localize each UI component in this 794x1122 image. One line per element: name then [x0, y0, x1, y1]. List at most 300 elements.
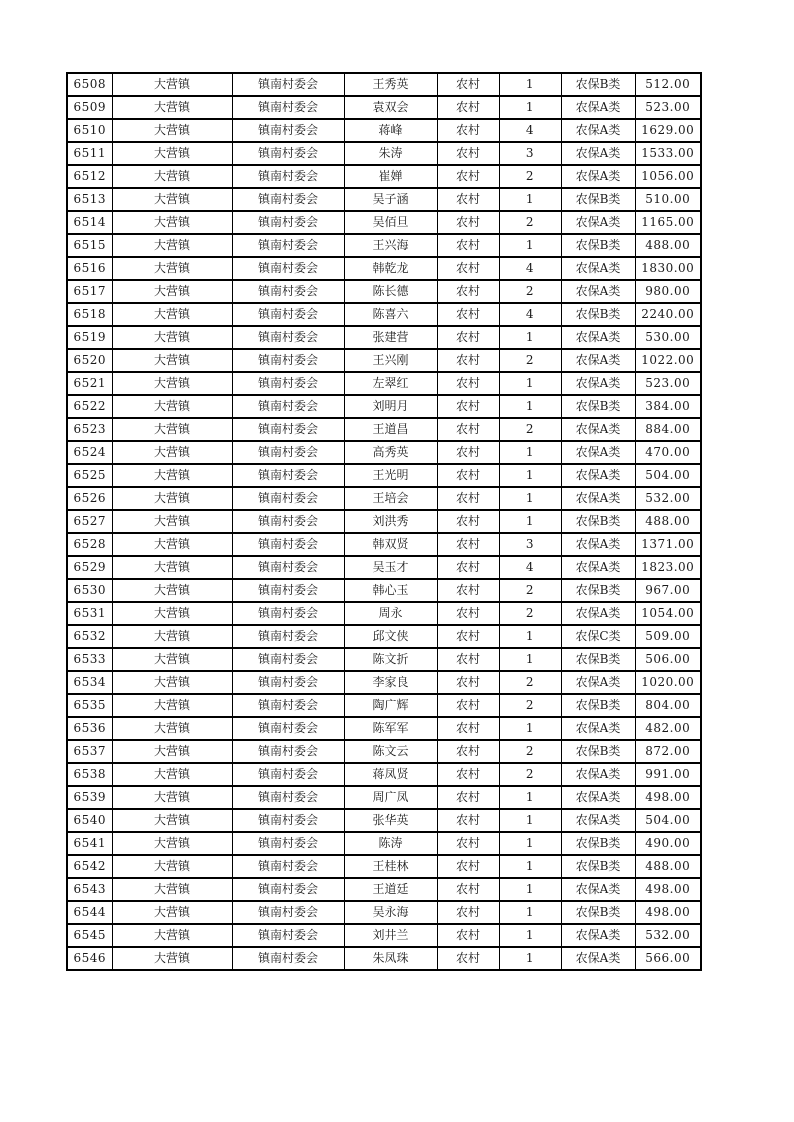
- cell-amount: 804.00: [635, 694, 701, 717]
- cell-count: 1: [499, 947, 561, 970]
- cell-town: 大营镇: [112, 763, 232, 786]
- cell-town: 大营镇: [112, 924, 232, 947]
- cell-town: 大营镇: [112, 349, 232, 372]
- cell-count: 1: [499, 234, 561, 257]
- cell-village: 镇南村委会: [232, 740, 344, 763]
- cell-amount: 980.00: [635, 280, 701, 303]
- cell-category: 农保A类: [561, 556, 635, 579]
- table-row: [67, 119, 701, 142]
- cell-village: 镇南村委会: [232, 947, 344, 970]
- cell-amount: 872.00: [635, 740, 701, 763]
- cell-name: 刘明月: [344, 395, 437, 418]
- table-row: [67, 464, 701, 487]
- cell-town: 大营镇: [112, 142, 232, 165]
- cell-town: 大营镇: [112, 372, 232, 395]
- table-row: [67, 372, 701, 395]
- cell-category: 农保B类: [561, 73, 635, 96]
- cell-category: 农保B类: [561, 510, 635, 533]
- cell-id: 6527: [67, 510, 112, 533]
- cell-name: 陈文折: [344, 648, 437, 671]
- cell-category: 农保A类: [561, 142, 635, 165]
- cell-count: 1: [499, 510, 561, 533]
- cell-id: 6546: [67, 947, 112, 970]
- cell-name: 陈喜六: [344, 303, 437, 326]
- cell-id: 6538: [67, 763, 112, 786]
- cell-count: 4: [499, 119, 561, 142]
- cell-id: 6515: [67, 234, 112, 257]
- cell-amount: 1823.00: [635, 556, 701, 579]
- cell-count: 2: [499, 671, 561, 694]
- cell-residence: 农村: [437, 602, 499, 625]
- cell-amount: 530.00: [635, 326, 701, 349]
- cell-id: 6544: [67, 901, 112, 924]
- cell-amount: 884.00: [635, 418, 701, 441]
- cell-category: 农保B类: [561, 303, 635, 326]
- cell-count: 2: [499, 579, 561, 602]
- cell-residence: 农村: [437, 165, 499, 188]
- cell-village: 镇南村委会: [232, 901, 344, 924]
- cell-residence: 农村: [437, 740, 499, 763]
- cell-category: 农保B类: [561, 234, 635, 257]
- cell-town: 大营镇: [112, 257, 232, 280]
- cell-count: 2: [499, 763, 561, 786]
- cell-name: 韩心玉: [344, 579, 437, 602]
- cell-category: 农保A类: [561, 809, 635, 832]
- cell-category: 农保A类: [561, 786, 635, 809]
- cell-amount: 532.00: [635, 924, 701, 947]
- cell-village: 镇南村委会: [232, 717, 344, 740]
- cell-id: 6508: [67, 73, 112, 96]
- table-row: [67, 188, 701, 211]
- cell-count: 1: [499, 786, 561, 809]
- cell-town: 大营镇: [112, 901, 232, 924]
- table-row: [67, 73, 701, 96]
- table-row: [67, 395, 701, 418]
- cell-town: 大营镇: [112, 395, 232, 418]
- cell-category: 农保A类: [561, 372, 635, 395]
- cell-village: 镇南村委会: [232, 671, 344, 694]
- cell-count: 3: [499, 142, 561, 165]
- cell-village: 镇南村委会: [232, 602, 344, 625]
- cell-town: 大营镇: [112, 441, 232, 464]
- cell-village: 镇南村委会: [232, 280, 344, 303]
- cell-amount: 523.00: [635, 372, 701, 395]
- cell-residence: 农村: [437, 349, 499, 372]
- cell-category: 农保A类: [561, 717, 635, 740]
- cell-count: 1: [499, 441, 561, 464]
- cell-count: 2: [499, 211, 561, 234]
- table-row: [67, 142, 701, 165]
- cell-id: 6512: [67, 165, 112, 188]
- cell-count: 1: [499, 855, 561, 878]
- cell-town: 大营镇: [112, 211, 232, 234]
- table-row: [67, 763, 701, 786]
- cell-residence: 农村: [437, 901, 499, 924]
- cell-id: 6519: [67, 326, 112, 349]
- cell-amount: 566.00: [635, 947, 701, 970]
- cell-category: 农保A类: [561, 165, 635, 188]
- cell-village: 镇南村委会: [232, 441, 344, 464]
- cell-residence: 农村: [437, 510, 499, 533]
- cell-amount: 510.00: [635, 188, 701, 211]
- cell-name: 陈长德: [344, 280, 437, 303]
- cell-village: 镇南村委会: [232, 234, 344, 257]
- cell-category: 农保A类: [561, 280, 635, 303]
- table-row: [67, 947, 701, 970]
- cell-id: 6537: [67, 740, 112, 763]
- cell-residence: 农村: [437, 464, 499, 487]
- cell-village: 镇南村委会: [232, 326, 344, 349]
- cell-id: 6514: [67, 211, 112, 234]
- cell-town: 大营镇: [112, 188, 232, 211]
- cell-village: 镇南村委会: [232, 625, 344, 648]
- cell-amount: 498.00: [635, 878, 701, 901]
- cell-id: 6518: [67, 303, 112, 326]
- cell-name: 蒋凤贤: [344, 763, 437, 786]
- cell-id: 6540: [67, 809, 112, 832]
- cell-village: 镇南村委会: [232, 73, 344, 96]
- table-row: [67, 303, 701, 326]
- cell-residence: 农村: [437, 188, 499, 211]
- cell-id: 6533: [67, 648, 112, 671]
- cell-residence: 农村: [437, 924, 499, 947]
- cell-count: 1: [499, 924, 561, 947]
- table-row: [67, 556, 701, 579]
- cell-village: 镇南村委会: [232, 487, 344, 510]
- cell-category: 农保A类: [561, 763, 635, 786]
- cell-category: 农保B类: [561, 855, 635, 878]
- cell-residence: 农村: [437, 395, 499, 418]
- cell-residence: 农村: [437, 372, 499, 395]
- cell-count: 2: [499, 349, 561, 372]
- cell-category: 农保A类: [561, 487, 635, 510]
- table-row: [67, 671, 701, 694]
- cell-residence: 农村: [437, 717, 499, 740]
- cell-id: 6529: [67, 556, 112, 579]
- cell-village: 镇南村委会: [232, 648, 344, 671]
- table-row: [67, 418, 701, 441]
- cell-village: 镇南村委会: [232, 579, 344, 602]
- table-row: [67, 809, 701, 832]
- cell-id: 6510: [67, 119, 112, 142]
- cell-category: 农保C类: [561, 625, 635, 648]
- cell-residence: 农村: [437, 579, 499, 602]
- cell-amount: 1022.00: [635, 349, 701, 372]
- cell-residence: 农村: [437, 533, 499, 556]
- cell-name: 韩乾龙: [344, 257, 437, 280]
- cell-category: 农保A类: [561, 878, 635, 901]
- cell-name: 高秀英: [344, 441, 437, 464]
- cell-village: 镇南村委会: [232, 809, 344, 832]
- table-row: [67, 487, 701, 510]
- table-row: [67, 878, 701, 901]
- cell-town: 大营镇: [112, 625, 232, 648]
- table-row: [67, 96, 701, 119]
- cell-town: 大营镇: [112, 832, 232, 855]
- cell-town: 大营镇: [112, 119, 232, 142]
- table-row: [67, 694, 701, 717]
- cell-id: 6528: [67, 533, 112, 556]
- cell-residence: 农村: [437, 96, 499, 119]
- cell-id: 6542: [67, 855, 112, 878]
- cell-amount: 1165.00: [635, 211, 701, 234]
- cell-count: 2: [499, 602, 561, 625]
- cell-town: 大营镇: [112, 326, 232, 349]
- cell-name: 张华英: [344, 809, 437, 832]
- table-row: [67, 326, 701, 349]
- cell-id: 6516: [67, 257, 112, 280]
- cell-village: 镇南村委会: [232, 303, 344, 326]
- table-row: [67, 786, 701, 809]
- cell-id: 6532: [67, 625, 112, 648]
- cell-category: 农保A类: [561, 119, 635, 142]
- cell-amount: 532.00: [635, 487, 701, 510]
- table-row: [67, 211, 701, 234]
- cell-id: 6543: [67, 878, 112, 901]
- cell-count: 1: [499, 395, 561, 418]
- cell-amount: 482.00: [635, 717, 701, 740]
- cell-category: 农保A类: [561, 441, 635, 464]
- cell-count: 1: [499, 96, 561, 119]
- cell-count: 1: [499, 326, 561, 349]
- cell-count: 2: [499, 694, 561, 717]
- cell-amount: 991.00: [635, 763, 701, 786]
- table-row: [67, 510, 701, 533]
- table-row: [67, 602, 701, 625]
- cell-category: 农保B类: [561, 579, 635, 602]
- cell-residence: 农村: [437, 809, 499, 832]
- cell-village: 镇南村委会: [232, 786, 344, 809]
- cell-count: 1: [499, 464, 561, 487]
- cell-residence: 农村: [437, 441, 499, 464]
- cell-category: 农保B类: [561, 395, 635, 418]
- cell-residence: 农村: [437, 694, 499, 717]
- cell-category: 农保A类: [561, 257, 635, 280]
- cell-amount: 2240.00: [635, 303, 701, 326]
- table-row: [67, 832, 701, 855]
- cell-village: 镇南村委会: [232, 96, 344, 119]
- cell-id: 6521: [67, 372, 112, 395]
- cell-residence: 农村: [437, 418, 499, 441]
- cell-category: 农保B类: [561, 740, 635, 763]
- cell-town: 大营镇: [112, 280, 232, 303]
- table-row: [67, 648, 701, 671]
- cell-town: 大营镇: [112, 533, 232, 556]
- cell-town: 大营镇: [112, 602, 232, 625]
- cell-residence: 农村: [437, 947, 499, 970]
- cell-category: 农保A类: [561, 602, 635, 625]
- cell-residence: 农村: [437, 625, 499, 648]
- cell-name: 陶广辉: [344, 694, 437, 717]
- cell-id: 6534: [67, 671, 112, 694]
- cell-count: 2: [499, 418, 561, 441]
- cell-town: 大营镇: [112, 855, 232, 878]
- cell-village: 镇南村委会: [232, 694, 344, 717]
- table-row: [67, 901, 701, 924]
- cell-amount: 523.00: [635, 96, 701, 119]
- cell-id: 6535: [67, 694, 112, 717]
- table-body: [67, 73, 701, 970]
- cell-residence: 农村: [437, 556, 499, 579]
- cell-town: 大营镇: [112, 671, 232, 694]
- cell-count: 1: [499, 188, 561, 211]
- cell-amount: 967.00: [635, 579, 701, 602]
- cell-name: 王道廷: [344, 878, 437, 901]
- cell-town: 大营镇: [112, 947, 232, 970]
- cell-name: 朱涛: [344, 142, 437, 165]
- cell-town: 大营镇: [112, 786, 232, 809]
- cell-id: 6524: [67, 441, 112, 464]
- cell-town: 大营镇: [112, 717, 232, 740]
- cell-town: 大营镇: [112, 73, 232, 96]
- cell-residence: 农村: [437, 326, 499, 349]
- cell-name: 蒋峰: [344, 119, 437, 142]
- cell-name: 朱凤珠: [344, 947, 437, 970]
- cell-residence: 农村: [437, 119, 499, 142]
- table-row: [67, 165, 701, 188]
- cell-amount: 1371.00: [635, 533, 701, 556]
- cell-count: 4: [499, 556, 561, 579]
- cell-village: 镇南村委会: [232, 855, 344, 878]
- cell-name: 左翠红: [344, 372, 437, 395]
- cell-amount: 1020.00: [635, 671, 701, 694]
- cell-town: 大营镇: [112, 464, 232, 487]
- table-row: [67, 740, 701, 763]
- cell-id: 6526: [67, 487, 112, 510]
- table-row: [67, 441, 701, 464]
- cell-name: 王道昌: [344, 418, 437, 441]
- cell-name: 王培会: [344, 487, 437, 510]
- cell-name: 张建营: [344, 326, 437, 349]
- cell-residence: 农村: [437, 142, 499, 165]
- cell-name: 崔婵: [344, 165, 437, 188]
- cell-village: 镇南村委会: [232, 119, 344, 142]
- cell-category: 农保A类: [561, 924, 635, 947]
- cell-count: 1: [499, 878, 561, 901]
- cell-village: 镇南村委会: [232, 556, 344, 579]
- cell-name: 周广凤: [344, 786, 437, 809]
- cell-id: 6513: [67, 188, 112, 211]
- cell-amount: 504.00: [635, 464, 701, 487]
- cell-residence: 农村: [437, 211, 499, 234]
- cell-id: 6511: [67, 142, 112, 165]
- cell-count: 1: [499, 487, 561, 510]
- cell-name: 刘洪秀: [344, 510, 437, 533]
- cell-town: 大营镇: [112, 165, 232, 188]
- cell-residence: 农村: [437, 73, 499, 96]
- cell-town: 大营镇: [112, 740, 232, 763]
- cell-amount: 504.00: [635, 809, 701, 832]
- cell-name: 韩双贤: [344, 533, 437, 556]
- cell-village: 镇南村委会: [232, 763, 344, 786]
- cell-residence: 农村: [437, 648, 499, 671]
- cell-residence: 农村: [437, 878, 499, 901]
- cell-name: 吴佰旦: [344, 211, 437, 234]
- table-row: [67, 717, 701, 740]
- cell-village: 镇南村委会: [232, 257, 344, 280]
- cell-category: 农保A类: [561, 96, 635, 119]
- cell-id: 6531: [67, 602, 112, 625]
- cell-town: 大营镇: [112, 510, 232, 533]
- cell-id: 6541: [67, 832, 112, 855]
- cell-id: 6509: [67, 96, 112, 119]
- cell-village: 镇南村委会: [232, 349, 344, 372]
- cell-village: 镇南村委会: [232, 188, 344, 211]
- table-row: [67, 280, 701, 303]
- table-row: [67, 579, 701, 602]
- cell-amount: 488.00: [635, 855, 701, 878]
- table-row: [67, 533, 701, 556]
- cell-name: 王兴海: [344, 234, 437, 257]
- cell-count: 3: [499, 533, 561, 556]
- cell-category: 农保B类: [561, 694, 635, 717]
- table-row: [67, 855, 701, 878]
- cell-count: 1: [499, 832, 561, 855]
- cell-amount: 384.00: [635, 395, 701, 418]
- cell-residence: 农村: [437, 832, 499, 855]
- cell-count: 2: [499, 280, 561, 303]
- cell-name: 陈军军: [344, 717, 437, 740]
- cell-village: 镇南村委会: [232, 464, 344, 487]
- cell-amount: 1056.00: [635, 165, 701, 188]
- cell-name: 王秀英: [344, 73, 437, 96]
- cell-village: 镇南村委会: [232, 372, 344, 395]
- cell-category: 农保A类: [561, 947, 635, 970]
- cell-amount: 506.00: [635, 648, 701, 671]
- cell-residence: 农村: [437, 763, 499, 786]
- cell-category: 农保B类: [561, 832, 635, 855]
- cell-category: 农保A类: [561, 418, 635, 441]
- cell-village: 镇南村委会: [232, 395, 344, 418]
- table-row: [67, 349, 701, 372]
- cell-amount: 490.00: [635, 832, 701, 855]
- cell-amount: 1629.00: [635, 119, 701, 142]
- cell-id: 6523: [67, 418, 112, 441]
- cell-name: 王兴刚: [344, 349, 437, 372]
- cell-residence: 农村: [437, 487, 499, 510]
- cell-village: 镇南村委会: [232, 418, 344, 441]
- cell-name: 吴子涵: [344, 188, 437, 211]
- cell-amount: 1830.00: [635, 257, 701, 280]
- cell-name: 王桂林: [344, 855, 437, 878]
- cell-village: 镇南村委会: [232, 142, 344, 165]
- cell-name: 周永: [344, 602, 437, 625]
- cell-count: 1: [499, 648, 561, 671]
- table-row: [67, 234, 701, 257]
- cell-amount: 488.00: [635, 510, 701, 533]
- cell-amount: 488.00: [635, 234, 701, 257]
- table-row: [67, 257, 701, 280]
- cell-amount: 470.00: [635, 441, 701, 464]
- cell-residence: 农村: [437, 786, 499, 809]
- cell-town: 大营镇: [112, 418, 232, 441]
- cell-amount: 509.00: [635, 625, 701, 648]
- cell-name: 吴玉才: [344, 556, 437, 579]
- cell-id: 6522: [67, 395, 112, 418]
- cell-category: 农保A类: [561, 326, 635, 349]
- cell-village: 镇南村委会: [232, 211, 344, 234]
- cell-name: 刘井兰: [344, 924, 437, 947]
- cell-residence: 农村: [437, 280, 499, 303]
- cell-amount: 1533.00: [635, 142, 701, 165]
- cell-category: 农保A类: [561, 671, 635, 694]
- benefits-table: [66, 72, 702, 971]
- cell-town: 大营镇: [112, 487, 232, 510]
- cell-count: 4: [499, 257, 561, 280]
- cell-count: 1: [499, 73, 561, 96]
- cell-id: 6545: [67, 924, 112, 947]
- cell-count: 1: [499, 372, 561, 395]
